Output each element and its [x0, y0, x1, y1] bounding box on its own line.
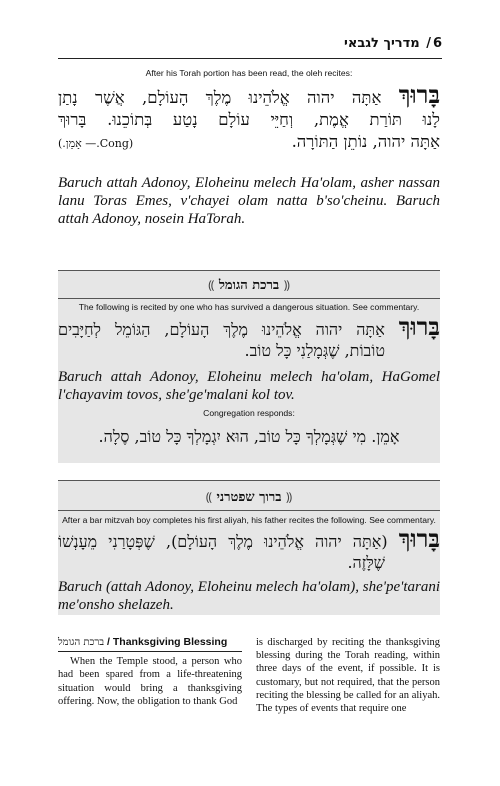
oleh-instruction: After his Torah portion has been read, the oleh recites: [145, 68, 353, 78]
shepetarani-hebrew-line-1: (אַתָּה יהוה אֱלֹהֵינוּ מֶלֶךְ הָעוֹלָם), שֶׁפְּטָרַנִי מֵעָנְשׁוֹ [58, 532, 388, 551]
gomel-box [58, 270, 440, 463]
shepetarani-instruction: After a bar mitzvah boy completes his first aliyah, his father recites the following. See commentary. [62, 515, 436, 525]
commentary-heading-english: Thanksgiving Blessing [112, 636, 228, 648]
ornament-right-icon: ⸨ [286, 490, 293, 504]
oleh-blessing-hebrew [58, 80, 441, 153]
shepetarani-transliteration: Baruch (attah Adonoy, Eloheinu melech ha'olam), she'pe'tarani me'onsho shelazeh. [58, 579, 440, 613]
shepetarani-opening-word: בָּרוּךְ [398, 524, 440, 553]
commentary-column-2: is discharged by reciting the thanksgiving blessing during the Torah reading, within three days of the event, if possible. It is customary, but not required, that the person reciting the blessing be called for an aliyah. The types of events that require one [256, 637, 440, 715]
commentary-heading: ברכת הגומל / Thanksgiving Blessing [58, 636, 242, 652]
gomel-hebrew-line-1: אַתָּה יהוה אֱלֹהֵינוּ מֶלֶךְ הָעוֹלָם, הַגּוֹמֵל לְחַיָּבִים [58, 320, 385, 339]
ornament-right-icon: ⸨ [283, 278, 290, 292]
shepetarani-box [58, 480, 440, 615]
commentary-text-1: When the Temple stood, a person who had been spared from a life-threatening situation would bring a thanksgiving offering. Now, the obligation to thank God [58, 656, 242, 707]
oleh-hebrew-line-1: אַתָּה יהוה אֱלֹהֵינוּ מֶלֶךְ הָעוֹלָם, אֲשֶׁר נָתַן [58, 88, 382, 107]
cong-response: (Cong.— אָמֵן.) [58, 137, 134, 150]
gomel-title: ⸨ ברכת הגומל ⸩ [208, 278, 290, 293]
ornament-left-icon: ⸩ [205, 490, 212, 504]
page-title: מדריך לגבאי [344, 36, 420, 51]
oleh-hebrew-line-3: אַתָּה יהוה, נוֹתֵן הַתּוֹרָה. [291, 132, 440, 151]
oleh-opening-word: בָּרוּךְ [398, 80, 441, 109]
gomel-opening-word: בָּרוּךְ [398, 312, 440, 341]
ornament-left-icon: ⸩ [208, 278, 215, 292]
shepetarani-blessing-hebrew [58, 524, 440, 573]
congregation-response-hebrew: אָמֵן. מִי שֶׁגְּמָלְךָ כָּל טוֹב, הוּא יִגְמָלְךָ כָּל טוֹב, סֶלָה. [98, 427, 400, 446]
commentary-heading-hebrew: ברכת הגומל [58, 637, 105, 648]
page-number: 6 [432, 36, 442, 51]
shepetarani-title: ⸨ ברוך שפטרני ⸩ [205, 490, 293, 505]
oleh-transliteration: Baruch attah Adonoy, Eloheinu melech Ha'olam, asher nassan lanu Toras Emes, v'chayei olam natta b'so'cheinu. Baruch attah Adonoy, nosein HaTorah. [58, 175, 440, 227]
congregation-responds-label: Congregation responds: [203, 408, 295, 418]
header-separator: / [426, 36, 431, 51]
shepetarani-hebrew-line-2: שֶׁלָּזֶה. [347, 553, 385, 572]
gomel-transliteration: Baruch attah Adonoy, Eloheinu melech ha'olam, HaGomel l'chayavim tovos, she'ge'malani kol tov. [58, 369, 440, 403]
gomel-blessing-hebrew [58, 312, 440, 361]
page-header [58, 34, 442, 59]
commentary-column-1 [58, 636, 242, 708]
oleh-hebrew-line-2: לָנוּ תּוֹרַת אֱמֶת, וְחַיֵּי עוֹלָם נָטַע בְּתוֹכֵנוּ. בָּרוּךְ [58, 110, 440, 129]
gomel-hebrew-line-2: טוֹבוֹת, שֶׁגְּמָלַנִי כָּל טוֹב. [244, 341, 385, 360]
gomel-instruction: The following is recited by one who has survived a dangerous situation. See commentary. [78, 302, 420, 312]
